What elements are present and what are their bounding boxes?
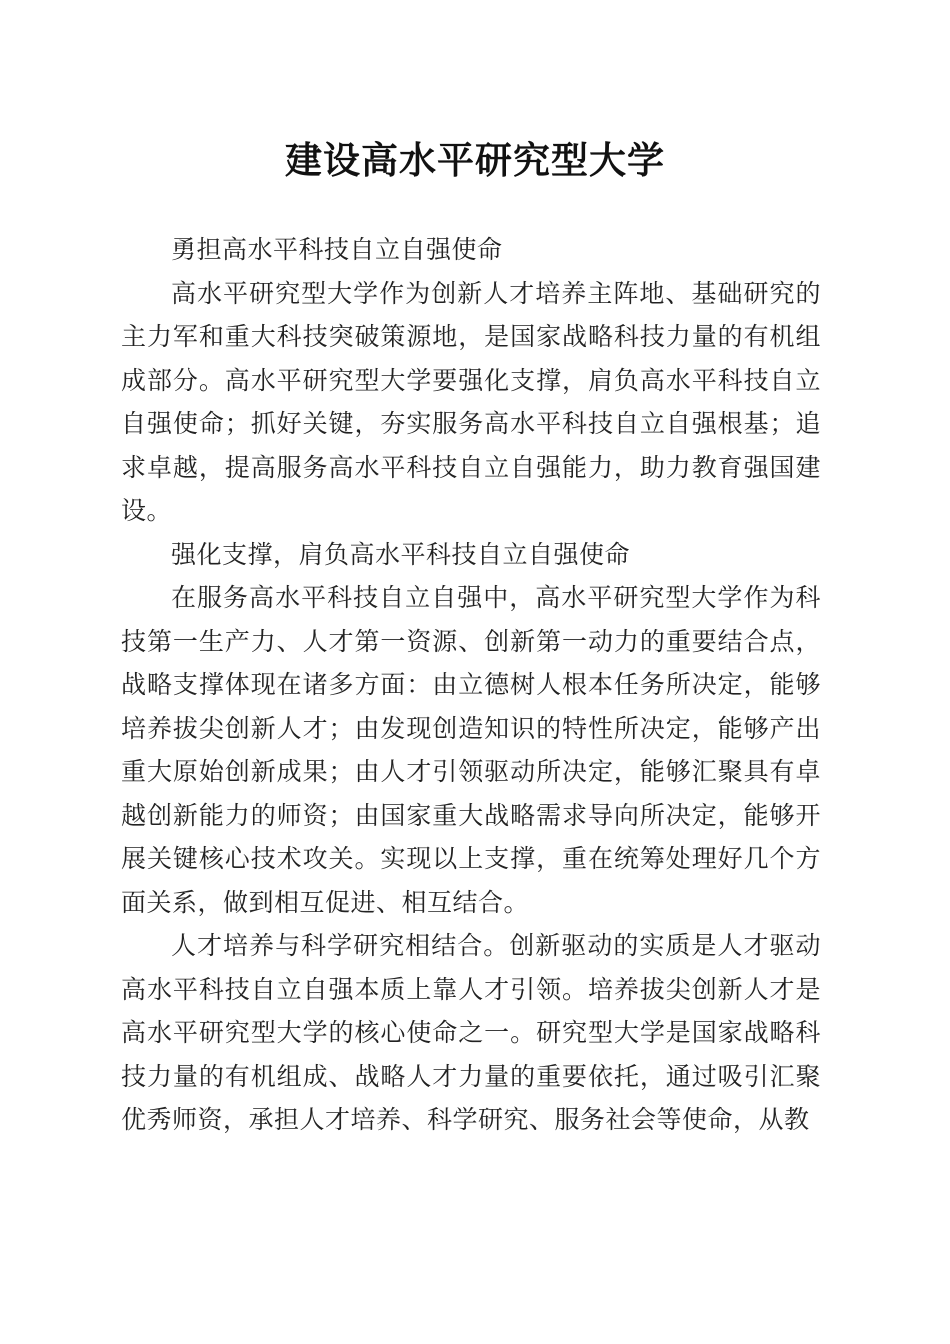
section-heading: 强化支撑，肩负高水平科技自立自强使命	[171, 539, 631, 569]
paragraph: 在服务高水平科技自立自强中，高水平研究型大学作为科技第一生产力、人才第一资源、创新第一动力的重要结合点，战略支撑体现在诸多方面：由立德树人根本任务所决定，能够培养拔尖创新人才；由发现创造知识的特性所决定，能够产出重大原始创新成果；由人才引领驱动所决定，能够汇聚具有卓越创新能力的师资；由国家重大战略需求导向所决定，能够开展关键核心技术攻关。实现以上支撑，重在统筹处理好几个方面关系，做到相互促进、相互结合。	[121, 583, 821, 917]
paragraph: 人才培养与科学研究相结合。创新驱动的实质是人才驱动高水平科技自立自强本质上靠人才引领。培养拔尖创新人才是高水平研究型大学的核心使命之一。研究型大学是国家战略科技力量的有机组成、战略人才力量的重要依托，通过吸引汇聚优秀师资，承担人才培养、科学研究、服务社会等使命，从教	[121, 931, 821, 1134]
document-title: 建设高水平研究型大学	[285, 138, 665, 182]
paragraph: 高水平研究型大学作为创新人才培养主阵地、基础研究的主力军和重大科技突破策源地，是国家战略科技力量的有机组成部分。高水平研究型大学要强化支撑，肩负高水平科技自立自强使命；抓好关键，夯实服务高水平科技自立自强根基；追求卓越，提高服务高水平科技自立自强能力，助力教育强国建设。	[121, 278, 821, 525]
document-body	[121, 228, 821, 1142]
section-heading: 勇担高水平科技自立自强使命	[171, 235, 503, 264]
